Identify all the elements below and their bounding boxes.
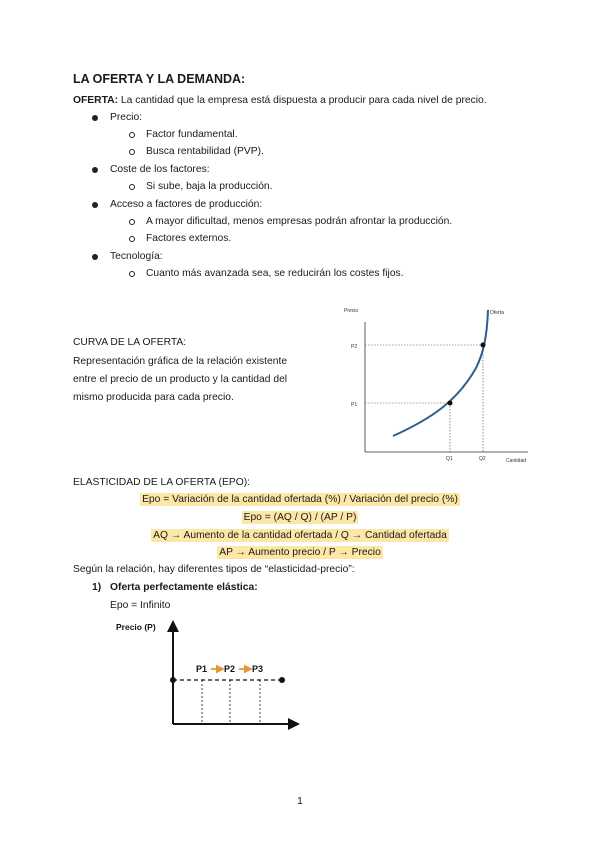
point-2 xyxy=(481,343,486,348)
oferta-definition xyxy=(73,94,487,108)
q2-label: Q2 xyxy=(479,456,486,462)
circle-bullet-icon xyxy=(129,271,135,277)
list-item-precio: Precio: xyxy=(110,112,143,123)
bullet-icon xyxy=(92,254,98,260)
formula-text: Epo = Variación de la cantidad ofertada (%) / Variación del precio (%) xyxy=(142,494,458,505)
list-subitem: Factor fundamental. xyxy=(146,129,238,140)
page-number: 1 xyxy=(297,796,303,807)
list-item-tecnologia: Tecnología: xyxy=(110,251,163,262)
bullet-icon xyxy=(92,202,98,208)
y-axis-label: Precio (P) xyxy=(116,622,156,632)
curva-heading: CURVA DE LA OFERTA: xyxy=(73,337,187,348)
circle-bullet-icon xyxy=(129,132,135,138)
curve-label: Oferta xyxy=(490,310,504,316)
circle-bullet-icon xyxy=(129,219,135,225)
elasticidad-intro: Según la relación, hay diferentes tipos de “elasticidad-precio”: xyxy=(73,564,355,575)
type1-title: Oferta perfectamente elástica: xyxy=(110,582,258,593)
q1-label: Q1 xyxy=(446,456,453,462)
formula-line xyxy=(0,546,600,560)
circle-bullet-icon xyxy=(129,236,135,242)
p1-label: P1 xyxy=(196,664,208,674)
y-axis-label: Precio xyxy=(344,308,359,314)
elasticidad-heading: ELASTICIDAD DE LA OFERTA (EPO): xyxy=(73,477,250,488)
line-end-point xyxy=(279,677,285,683)
elastic-supply-chart xyxy=(110,612,305,732)
bullet-icon xyxy=(92,115,98,121)
formula-text: AP → Aumento precio / P → Precio xyxy=(219,547,381,558)
list-subitem: Cuanto más avanzada sea, se reducirán los costes fijos. xyxy=(146,268,404,279)
point-1 xyxy=(448,401,453,406)
formula-text: Epo = (AQ / Q) / (AP / P) xyxy=(243,512,357,523)
oferta-text: La cantidad que la empresa está dispuesta a producir para cada nivel de precio. xyxy=(120,95,487,106)
p3-label: P3 xyxy=(252,664,264,674)
p1-label: P1 xyxy=(351,402,358,408)
list-item-acceso: Acceso a factores de producción: xyxy=(110,199,263,210)
formula-line xyxy=(0,493,600,507)
circle-bullet-icon xyxy=(129,184,135,190)
formula-line xyxy=(0,529,600,543)
type1-number: 1) xyxy=(92,582,102,593)
list-subitem: Factores externos. xyxy=(146,233,232,244)
list-subitem: A mayor dificultad, menos empresas podrán afrontar la producción. xyxy=(146,216,453,227)
circle-bullet-icon xyxy=(129,149,135,155)
curva-line: Representación gráfica de la relación existente xyxy=(73,356,288,367)
formula-text: AQ → Aumento de la cantidad ofertada / Q → Cantidad ofertada xyxy=(153,530,447,541)
bullet-icon xyxy=(92,167,98,173)
line-start-point xyxy=(170,677,176,683)
list-subitem: Si sube, baja la producción. xyxy=(146,181,273,192)
p2-label: P2 xyxy=(224,664,236,674)
supply-curve-chart xyxy=(338,300,533,470)
supply-curve xyxy=(393,310,488,436)
curva-line: mismo producida para cada precio. xyxy=(73,392,234,403)
list-subitem: Busca rentabilidad (PVP). xyxy=(146,146,264,157)
p2-label: P2 xyxy=(351,344,358,350)
curva-line: entre el precio de un producto y la cantidad del xyxy=(73,374,288,385)
type1-value: Epo = Infinito xyxy=(110,600,171,611)
page-title: LA OFERTA Y LA DEMANDA: xyxy=(73,72,246,86)
x-axis-label: Cantidad xyxy=(506,458,527,464)
list-item-coste: Coste de los factores: xyxy=(110,164,210,175)
formula-line xyxy=(0,511,600,525)
oferta-term: OFERTA: xyxy=(73,95,118,106)
